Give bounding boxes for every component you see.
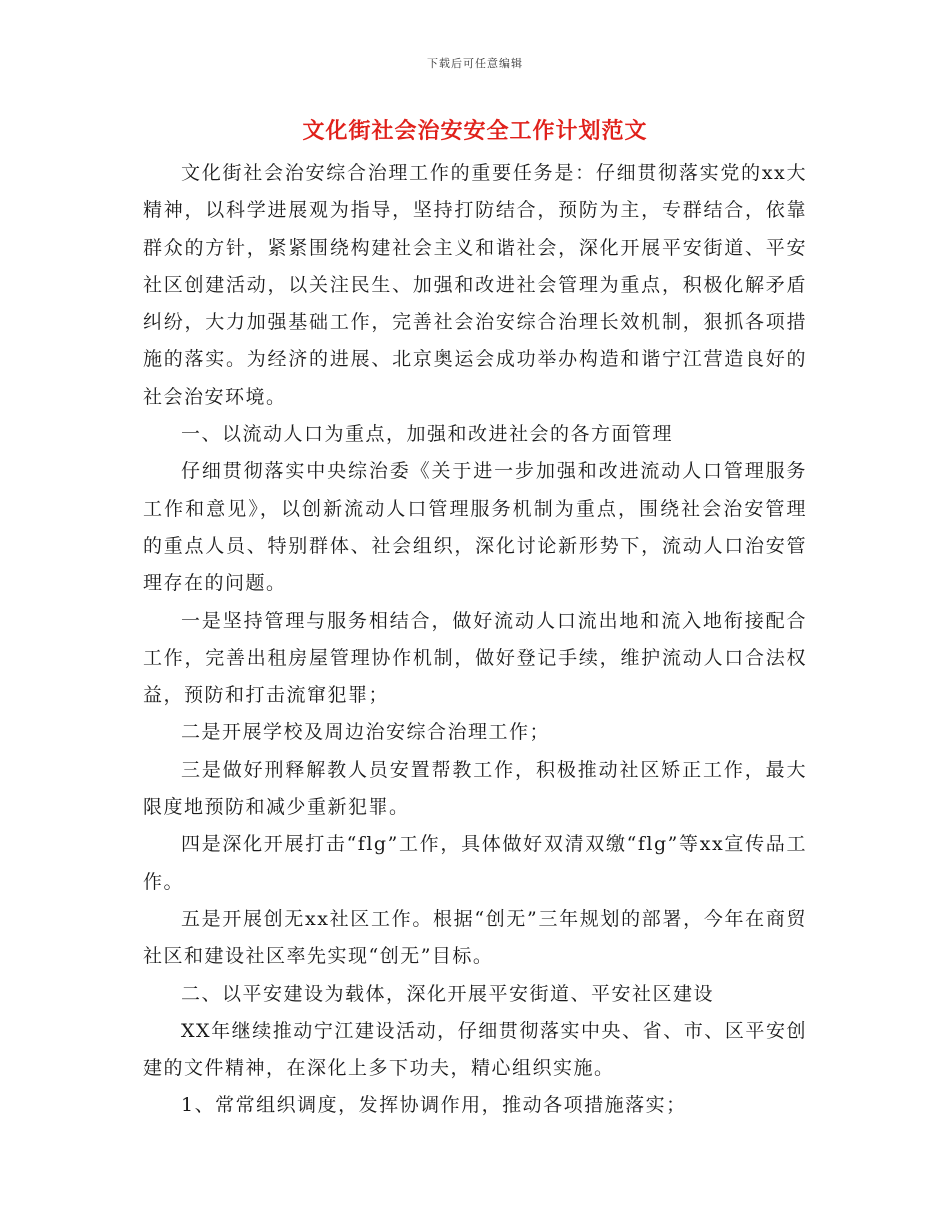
paragraph-intro: 文化街社会治安综合治理工作的重要任务是：仔细贯彻落实党的xx大精神，以科学进展观为指导，坚持打防结合，预防为主，专群结合，依靠群众的方针，紧紧围绕构建社会主义和谐社会，深化开展平安街道、平安社区创建活动，以关注民生、加强和改进社会管理为重点，积极化解矛盾纠纷，大力加强基础工作，完善社会治安综合治理长效机制，狠抓各项措施的落实。为经济的进展、北京奥运会成功举办构造和谐宁江营造良好的社会治安环境。 — [143, 162, 807, 408]
paragraph: 仔细贯彻落实中央综治委《关于进一步加强和改进流动人口管理服务工作和意见》，以创新流动人口管理服务机制为重点，围绕社会治安管理的重点人员、特别群体、社会组织，深化讨论新形势下，流动人口治安管理存在的问题。 — [143, 460, 807, 595]
document-title: 文化街社会治安安全工作计划范文 — [302, 118, 648, 144]
numbered-item-1: 1、常常组织调度，发挥协调作用，推动各项措施落实； — [181, 1094, 687, 1117]
section-heading-1: 一、以流动人口为重点，加强和改进社会的各方面管理 — [181, 423, 674, 446]
list-item-5: 五是开展创无xx社区工作。根据“创无”三年规划的部署，今年在商贸社区和建设社区率先实现“创无”目标。 — [143, 907, 807, 968]
list-item-2: 二是开展学校及周边治安综合治理工作； — [181, 721, 551, 744]
document-body — [143, 155, 807, 1125]
list-item-4: 四是深化开展打击“flg”工作，具体做好双清双缴“flg”等xx宣传品工作。 — [143, 833, 807, 893]
section-heading-2: 二、以平安建设为载体，深化开展平安街道、平安社区建设 — [181, 982, 715, 1005]
header-note: 下载后可任意编辑 — [427, 57, 523, 70]
list-item-3: 三是做好刑释解教人员安置帮教工作，积极推动社区矫正工作，最大限度地预防和减少重新犯罪。 — [143, 758, 807, 819]
paragraph: XX年继续推动宁江建设活动，仔细贯彻落实中央、省、市、区平安创建的文件精神，在深化上多下功夫，精心组织实施。 — [143, 1019, 807, 1080]
list-item-1: 一是坚持管理与服务相结合，做好流动人口流出地和流入地衔接配合工作，完善出租房屋管理协作机制，做好登记手续，维护流动人口合法权益，预防和打击流窜犯罪； — [143, 609, 807, 707]
